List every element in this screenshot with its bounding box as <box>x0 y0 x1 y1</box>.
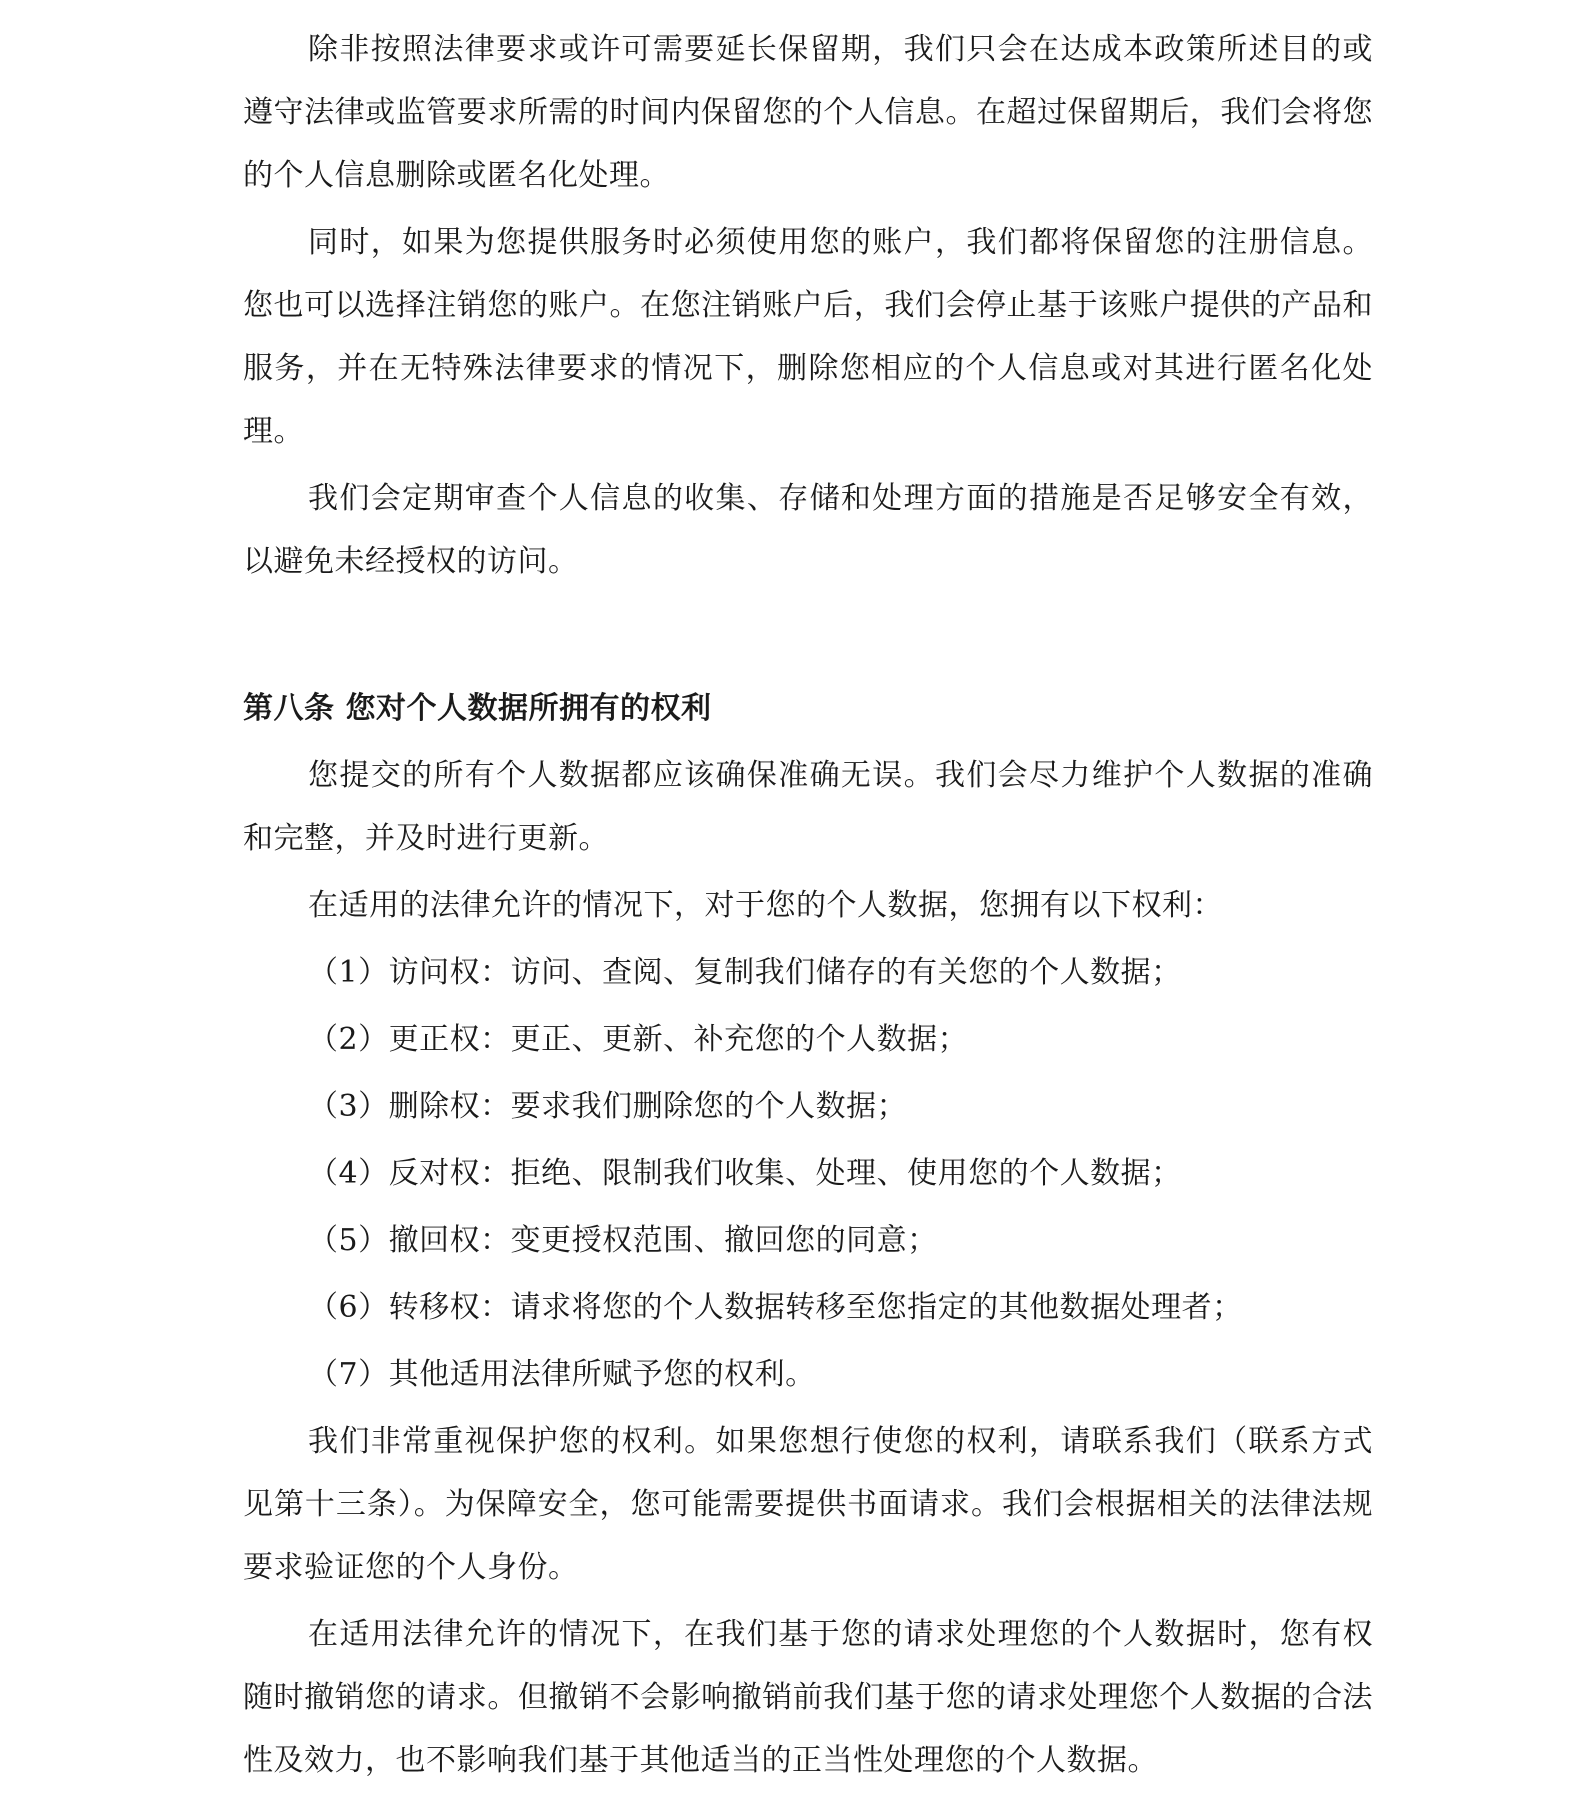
paragraph-review: 我们会定期审查个人信息的收集、存储和处理方面的措施是否足够安全有效，以避免未经授权的访问。 <box>243 481 1373 579</box>
list-item-deletion-right: （3）删除权：要求我们删除您的个人数据； <box>308 1089 908 1124</box>
paragraph-accuracy: 您提交的所有个人数据都应该确保准确无误。我们会尽力维护个人数据的准确和完整，并及时进行更新。 <box>243 758 1373 856</box>
paragraph-rights-intro: 在适用的法律允许的情况下，对于您的个人数据，您拥有以下权利： <box>308 888 1223 923</box>
section-heading: 第八条 您对个人数据所拥有的权利 <box>243 691 712 726</box>
list-item-access-right: （1）访问权：访问、查阅、复制我们储存的有关您的个人数据； <box>308 955 1182 990</box>
paragraph-exercise-rights: 我们非常重视保护您的权利。如果您想行使您的权利，请联系我们（联系方式见第十三条）。为保障安全，您可能需要提供书面请求。我们会根据相关的法律法规要求验证您的个人身份。 <box>243 1424 1373 1585</box>
paragraph-revoke-request: 在适用法律允许的情况下，在我们基于您的请求处理您的个人数据时，您有权随时撤销您的请求。但撤销不会影响撤销前我们基于您的请求处理您个人数据的合法性及效力，也不影响我们基于其他适当的正当性处理您的个人数据。 <box>243 1617 1373 1778</box>
list-item-portability-right: （6）转移权：请求将您的个人数据转移至您指定的其他数据处理者； <box>308 1290 1243 1325</box>
paragraph-account: 同时，如果为您提供服务时必须使用您的账户，我们都将保留您的注册信息。您也可以选择注销您的账户。在您注销账户后，我们会停止基于该账户提供的产品和服务，并在无特殊法律要求的情况下，删除您相应的个人信息或对其进行匿名化处理。 <box>243 225 1373 449</box>
document-page <box>243 18 1373 1796</box>
list-item-correction-right: （2）更正权：更正、更新、补充您的个人数据； <box>308 1022 969 1057</box>
list-item-withdrawal-right: （5）撤回权：变更授权范围、撤回您的同意； <box>308 1223 938 1258</box>
paragraph-retention: 除非按照法律要求或许可需要延长保留期，我们只会在达成本政策所述目的或遵守法律或监管要求所需的时间内保留您的个人信息。在超过保留期后，我们会将您的个人信息删除或匿名化处理。 <box>243 32 1373 193</box>
list-item-objection-right: （4）反对权：拒绝、限制我们收集、处理、使用您的个人数据； <box>308 1156 1182 1191</box>
list-item-other-rights: （7）其他适用法律所赋予您的权利。 <box>308 1357 816 1392</box>
